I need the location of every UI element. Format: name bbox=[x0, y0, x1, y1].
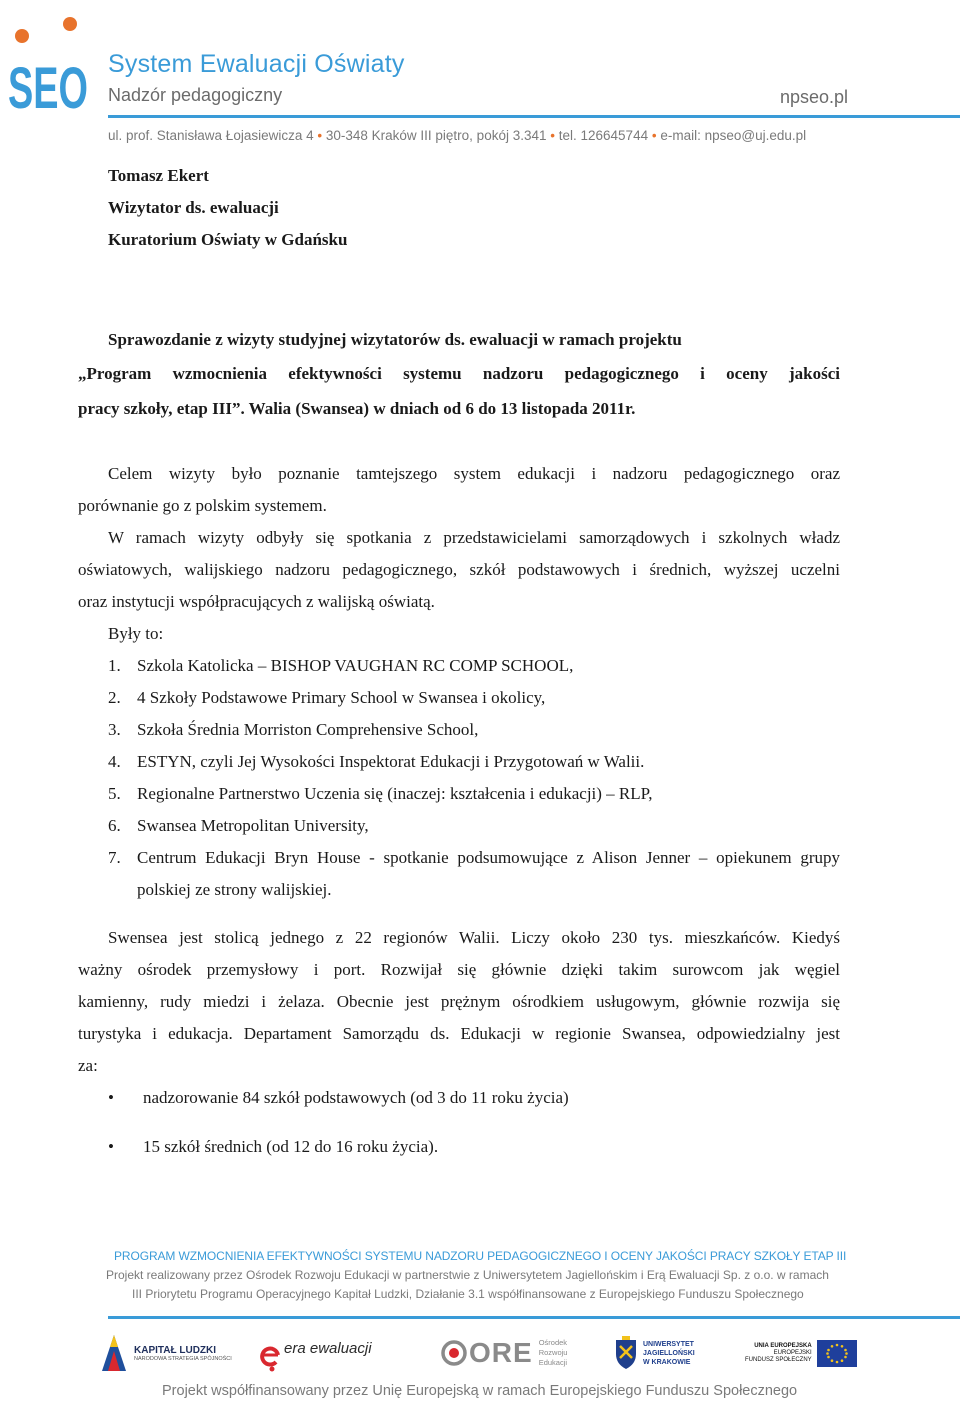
address-line bbox=[108, 128, 806, 143]
brand-subtitle: Nadzór pedagogiczny bbox=[108, 85, 283, 105]
swansea-line-1: Swensea jest stolicą jednego z 22 regionów Walii. Liczy około 230 tys. mieszkańców. Kiedyś bbox=[108, 928, 840, 947]
report-title-line-3: pracy szkoły, etap III”. Walia (Swansea) w dniach od 6 do 13 listopada 2011r. bbox=[78, 399, 636, 418]
list-item-number: 3. bbox=[108, 720, 121, 739]
kapital-ludzki-logo bbox=[100, 1330, 232, 1376]
list-item-text: ESTYN, czyli Jej Wysokości Inspektorat Edukacji i Przygotowań w Walii. bbox=[137, 752, 645, 771]
letterhead bbox=[0, 0, 960, 150]
list-heading: Były to: bbox=[108, 624, 164, 643]
list-item-number: 5. bbox=[108, 784, 121, 803]
eu-flag-icon bbox=[817, 1340, 857, 1367]
ore-sub-1: Ośrodek bbox=[538, 1338, 568, 1347]
ore-label: ORE bbox=[469, 1337, 533, 1368]
intro-p1-line-1: Celem wizyty było poznanie tamtejszego system edukacji i nadzoru pedagogicznego oraz bbox=[108, 464, 840, 483]
seo-logo-icon bbox=[8, 14, 88, 121]
list-item-text: Szkoła Średnia Morriston Comprehensive School, bbox=[137, 720, 479, 739]
list-item-text: Swansea Metropolitan University, bbox=[137, 816, 369, 835]
ore-logo bbox=[440, 1330, 567, 1376]
bullet-icon: • bbox=[108, 1088, 114, 1107]
footer-divider bbox=[108, 1316, 960, 1319]
separator-dot-icon: • bbox=[550, 128, 559, 143]
separator-dot-icon: • bbox=[317, 128, 326, 143]
list-item bbox=[108, 746, 840, 778]
eu-logo bbox=[745, 1330, 857, 1376]
list-item bbox=[108, 650, 840, 682]
list-item bbox=[108, 842, 840, 906]
uj-line-3: W KRAKOWIE bbox=[643, 1358, 691, 1366]
list-item-number: 2. bbox=[108, 688, 121, 707]
address-phone: tel. 126645744 bbox=[558, 128, 649, 143]
swansea-line-3: kamienny, rudy miedzi i żelaza. Obecnie jest prężnym ośrodkiem usługowym, głównie rozwija się bbox=[78, 992, 840, 1011]
eu-line-2: EUROPEJSKI bbox=[773, 1349, 812, 1356]
uj-line-2: JAGIELLOŃSKI bbox=[643, 1349, 695, 1357]
kl-title: KAPITAŁ LUDZKI bbox=[134, 1344, 217, 1356]
brand-title: System Ewaluacji Oświaty bbox=[108, 50, 405, 78]
list-item bbox=[108, 682, 840, 714]
list-item-number: 1. bbox=[108, 656, 121, 675]
swansea-line-4: turystyka i edukacja. Departament Samorządu ds. Edukacji w regionie Swansea, odpowiedzialny jest bbox=[78, 1024, 840, 1043]
cofinanced-note: Projekt współfinansowany przez Unię Europejską w ramach Europejskiego Funduszu Społecznego bbox=[162, 1383, 798, 1399]
list-item-text: Centrum Edukacji Bryn House - spotkanie podsumowujące z Alison Jenner – opiekunem grupy polskiej ze strony walijskiej. bbox=[137, 848, 840, 899]
header-divider bbox=[108, 115, 960, 118]
swansea-line-2: ważny ośrodek przemysłowy i port. Rozwijał się głównie dzięki takim surowcom jak węgiel bbox=[78, 960, 840, 979]
separator-dot-icon: • bbox=[651, 128, 661, 143]
uj-crest-icon bbox=[615, 1336, 637, 1370]
intro-p2-line-2: oświatowych, walijskiego nadzoru pedagogicznego, szkół podstawowych i średnich, wyższej uczelni bbox=[78, 560, 840, 579]
list-item-text: Szkola Katolicka – BISHOP VAUGHAN RC COMP SCHOOL, bbox=[137, 656, 574, 675]
sender-role: Wizytator ds. ewaluacji bbox=[108, 198, 279, 217]
uj-logo bbox=[615, 1330, 695, 1376]
list-item-text: nadzorowanie 84 szkół podstawowych (od 3 do 11 roku życia) bbox=[143, 1088, 569, 1107]
address-email[interactable]: e-mail: npseo@uj.edu.pl bbox=[660, 128, 807, 143]
footer-priority-line: III Priorytetu Programu Operacyjnego Kapitał Ludzki, Działanie 3.1 współfinansowane z Europejskiego Funduszu Społecznego bbox=[132, 1287, 804, 1301]
site-url[interactable]: npseo.pl bbox=[780, 87, 849, 107]
era-ewaluacji-icon bbox=[260, 1333, 282, 1373]
list-item bbox=[108, 1082, 569, 1114]
list-item-number: 6. bbox=[108, 816, 121, 835]
address-street: ul. prof. Stanisława Łojasiewicza 4 bbox=[108, 128, 314, 143]
eu-line-1: UNIA EUROPEJSKA bbox=[754, 1342, 812, 1349]
ore-sub-3: Edukacji bbox=[538, 1358, 568, 1367]
uj-line-1: UNIWERSYTET bbox=[643, 1340, 694, 1348]
list-item bbox=[108, 778, 840, 810]
era-ewaluacji-logo bbox=[260, 1330, 372, 1376]
kapital-ludzki-icon bbox=[100, 1333, 128, 1373]
list-item-text: 15 szkół średnich (od 12 do 16 roku życia). bbox=[143, 1137, 439, 1156]
list-item-number: 7. bbox=[108, 848, 121, 867]
list-item-number: 4. bbox=[108, 752, 121, 771]
list-item bbox=[108, 1131, 438, 1163]
address-city: 30-348 Kraków III piętro, pokój 3.341 bbox=[325, 128, 547, 143]
kl-subtitle: NARODOWA STRATEGIA SPÓJNOŚCI bbox=[134, 1355, 232, 1362]
list-item bbox=[108, 810, 840, 842]
list-item-text: 4 Szkoły Podstawowe Primary School w Swansea i okolicy, bbox=[137, 688, 546, 707]
logo-text: SEO bbox=[8, 56, 88, 121]
footer-project-line: Projekt realizowany przez Ośrodek Rozwoju Edukacji w partnerstwie z Uniwersytetem Jagiellońskim i Erą Ewaluacji Sp. z o.o. w ramach bbox=[106, 1268, 829, 1282]
sender-office: Kuratorium Oświaty w Gdańsku bbox=[108, 230, 348, 249]
swansea-line-5: za: bbox=[78, 1056, 98, 1075]
era-label: era ewaluacji bbox=[284, 1339, 372, 1357]
visits-list bbox=[108, 650, 840, 906]
intro-p2-line-1: W ramach wizyty odbyły się spotkania z przedstawicielami samorządowych i szkolnych władz bbox=[108, 528, 840, 547]
footer-program-title: PROGRAM WZMOCNIENIA EFEKTYWNOŚCI SYSTEMU NADZORU PEDAGOGICZNEGO I OCENY JAKOŚCI PRACY SZKOŁY ETAP III bbox=[114, 1249, 847, 1263]
partner-logos bbox=[100, 1330, 860, 1376]
report-title-line-2: „Program wzmocnienia efektywności systemu nadzoru pedagogicznego i oceny jakości bbox=[78, 364, 840, 383]
ore-circle-icon bbox=[440, 1339, 468, 1367]
sender-block bbox=[108, 160, 347, 256]
intro-p2-line-3: oraz instytucji współpracujących z walijską oświatą. bbox=[78, 592, 435, 611]
sender-name: Tomasz Ekert bbox=[108, 166, 209, 185]
bullet-icon: • bbox=[108, 1137, 114, 1156]
intro-p1-line-2: porównanie go z polskim systemem. bbox=[78, 496, 327, 515]
list-item-text: Regionalne Partnerstwo Uczenia się (inaczej: kształcenia i edukacji) – RLP, bbox=[137, 784, 653, 803]
ore-sub-2: Rozwoju bbox=[538, 1348, 568, 1357]
report-title-line-1: Sprawozdanie z wizyty studyjnej wizytatorów ds. ewaluacji w ramach projektu bbox=[108, 330, 682, 349]
list-item bbox=[108, 714, 840, 746]
eu-line-3: FUNDUSZ SPOŁECZNY bbox=[745, 1356, 812, 1363]
